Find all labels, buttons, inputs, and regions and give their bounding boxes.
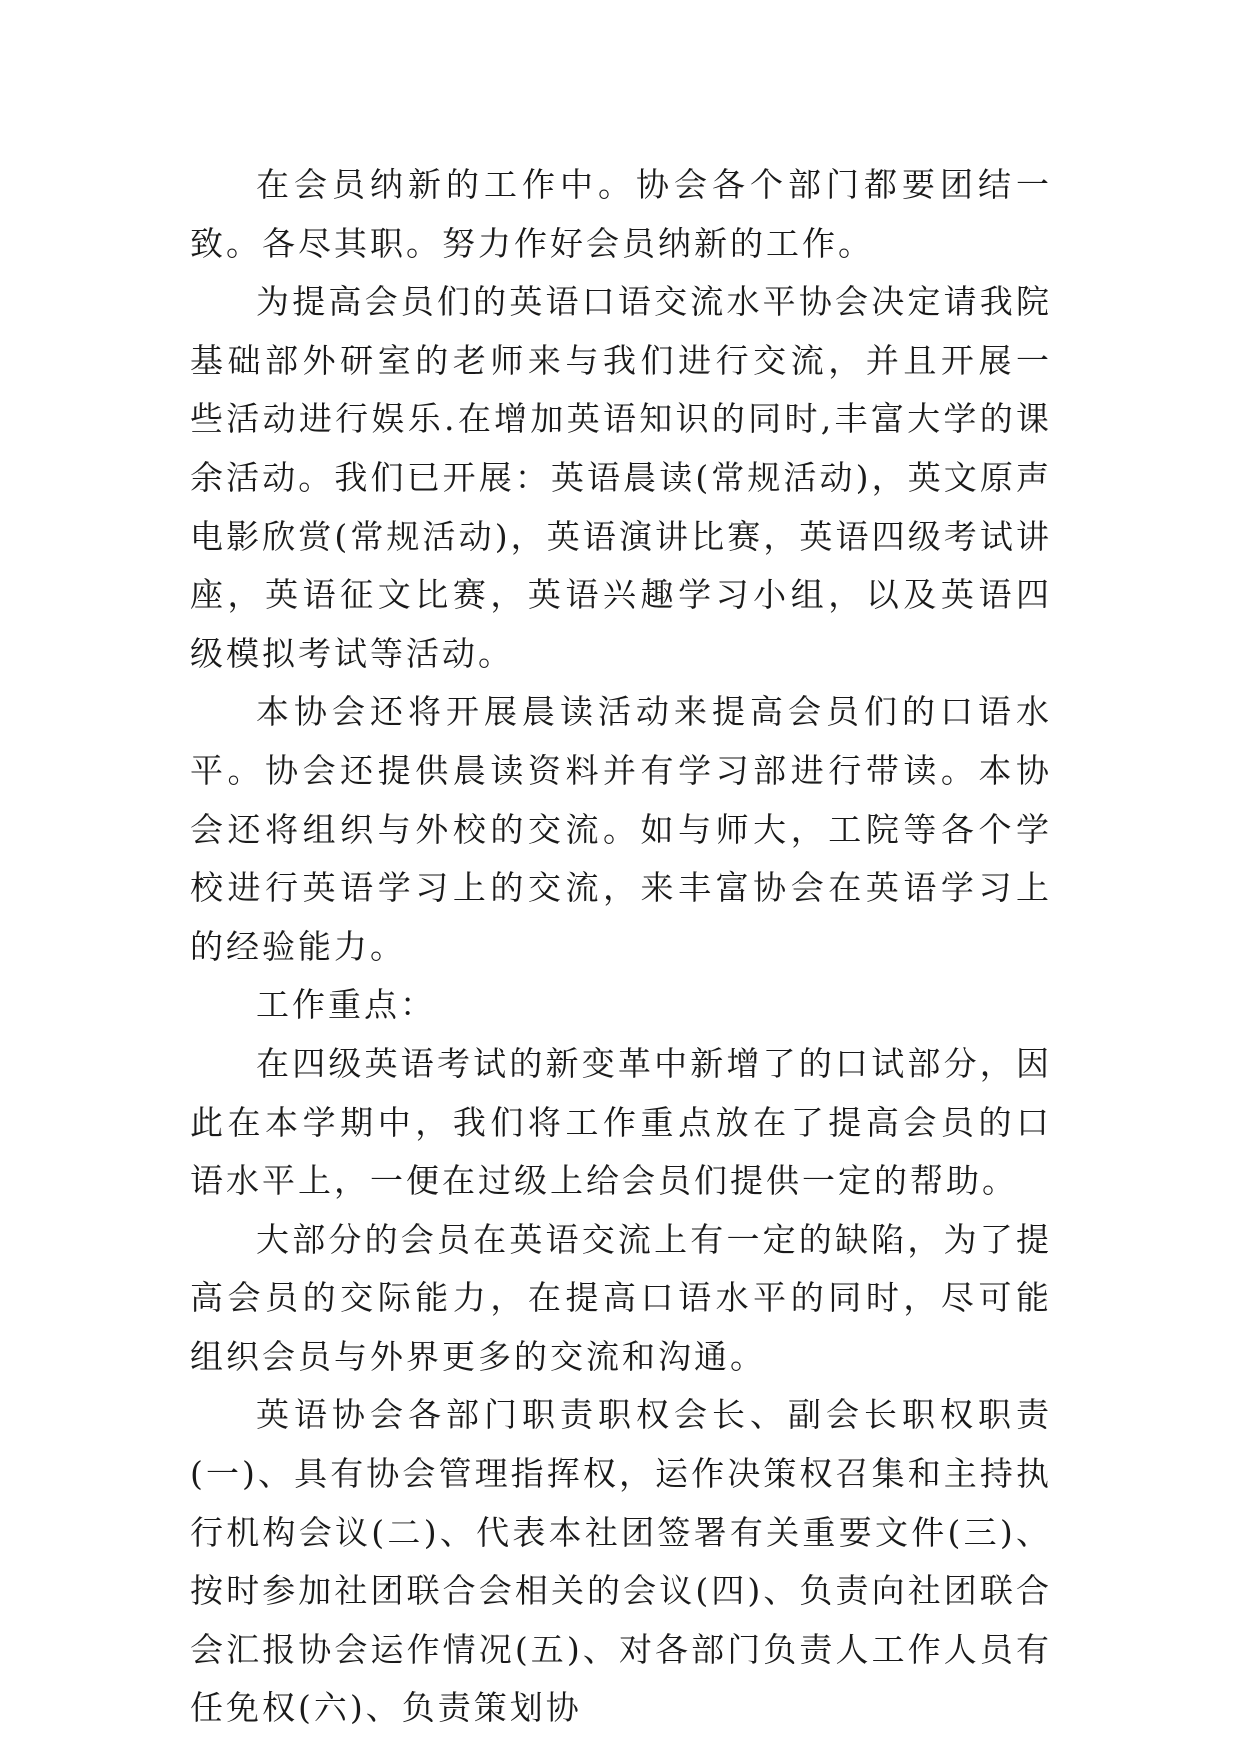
- paragraph-communication: 大部分的会员在英语交流上有一定的缺陷，为了提高会员的交际能力，在提高口语水平的同时，尽可能组织会员与外界更多的交流和沟通。: [190, 1219, 1052, 1376]
- paragraph-oral-exam: 在四级英语考试的新变革中新增了的口试部分，因此在本学期中，我们将工作重点放在了提高会员的口语水平上，一便在过级上给会员们提供一定的帮助。: [190, 1043, 1052, 1201]
- paragraph-recruitment: 在会员纳新的工作中。协会各个部门都要团结一致。各尽其职。努力作好会员纳新的工作。: [190, 165, 1052, 263]
- document-body: [190, 156, 1052, 1738]
- paragraph-duties: 英语协会各部门职责职权会长、副会长职权职责(一)、具有协会管理指挥权，运作决策权召集和主持执行机构会议(二)、代表本社团签署有关重要文件(三)、按时参加社团联合会相关的会议(四)、负责向社团联合会汇报协会运作情况(五)、对各部门负责人工作人员有任免权(六)、负责策划协: [190, 1395, 1052, 1728]
- paragraph-morning-reading: 本协会还将开展晨读活动来提高会员们的口语水平。协会还提供晨读资料并有学习部进行带读。本协会还将组织与外校的交流。如与师大，工院等各个学校进行英语学习上的交流，来丰富协会在英语学习上的经验能力。: [190, 692, 1052, 966]
- paragraph-activities: 为提高会员们的英语口语交流水平协会决定请我院基础部外研室的老师来与我们进行交流，并且开展一些活动进行娱乐.在增加英语知识的同时,丰富大学的课余活动。我们已开展：英语晨读(常规活动)，英文原声电影欣赏(常规活动)，英语演讲比赛，英语四级考试讲座，英语征文比赛，英语兴趣学习小组，以及英语四级模拟考试等活动。: [190, 282, 1052, 673]
- paragraph-focus-heading: 工作重点：: [256, 985, 436, 1025]
